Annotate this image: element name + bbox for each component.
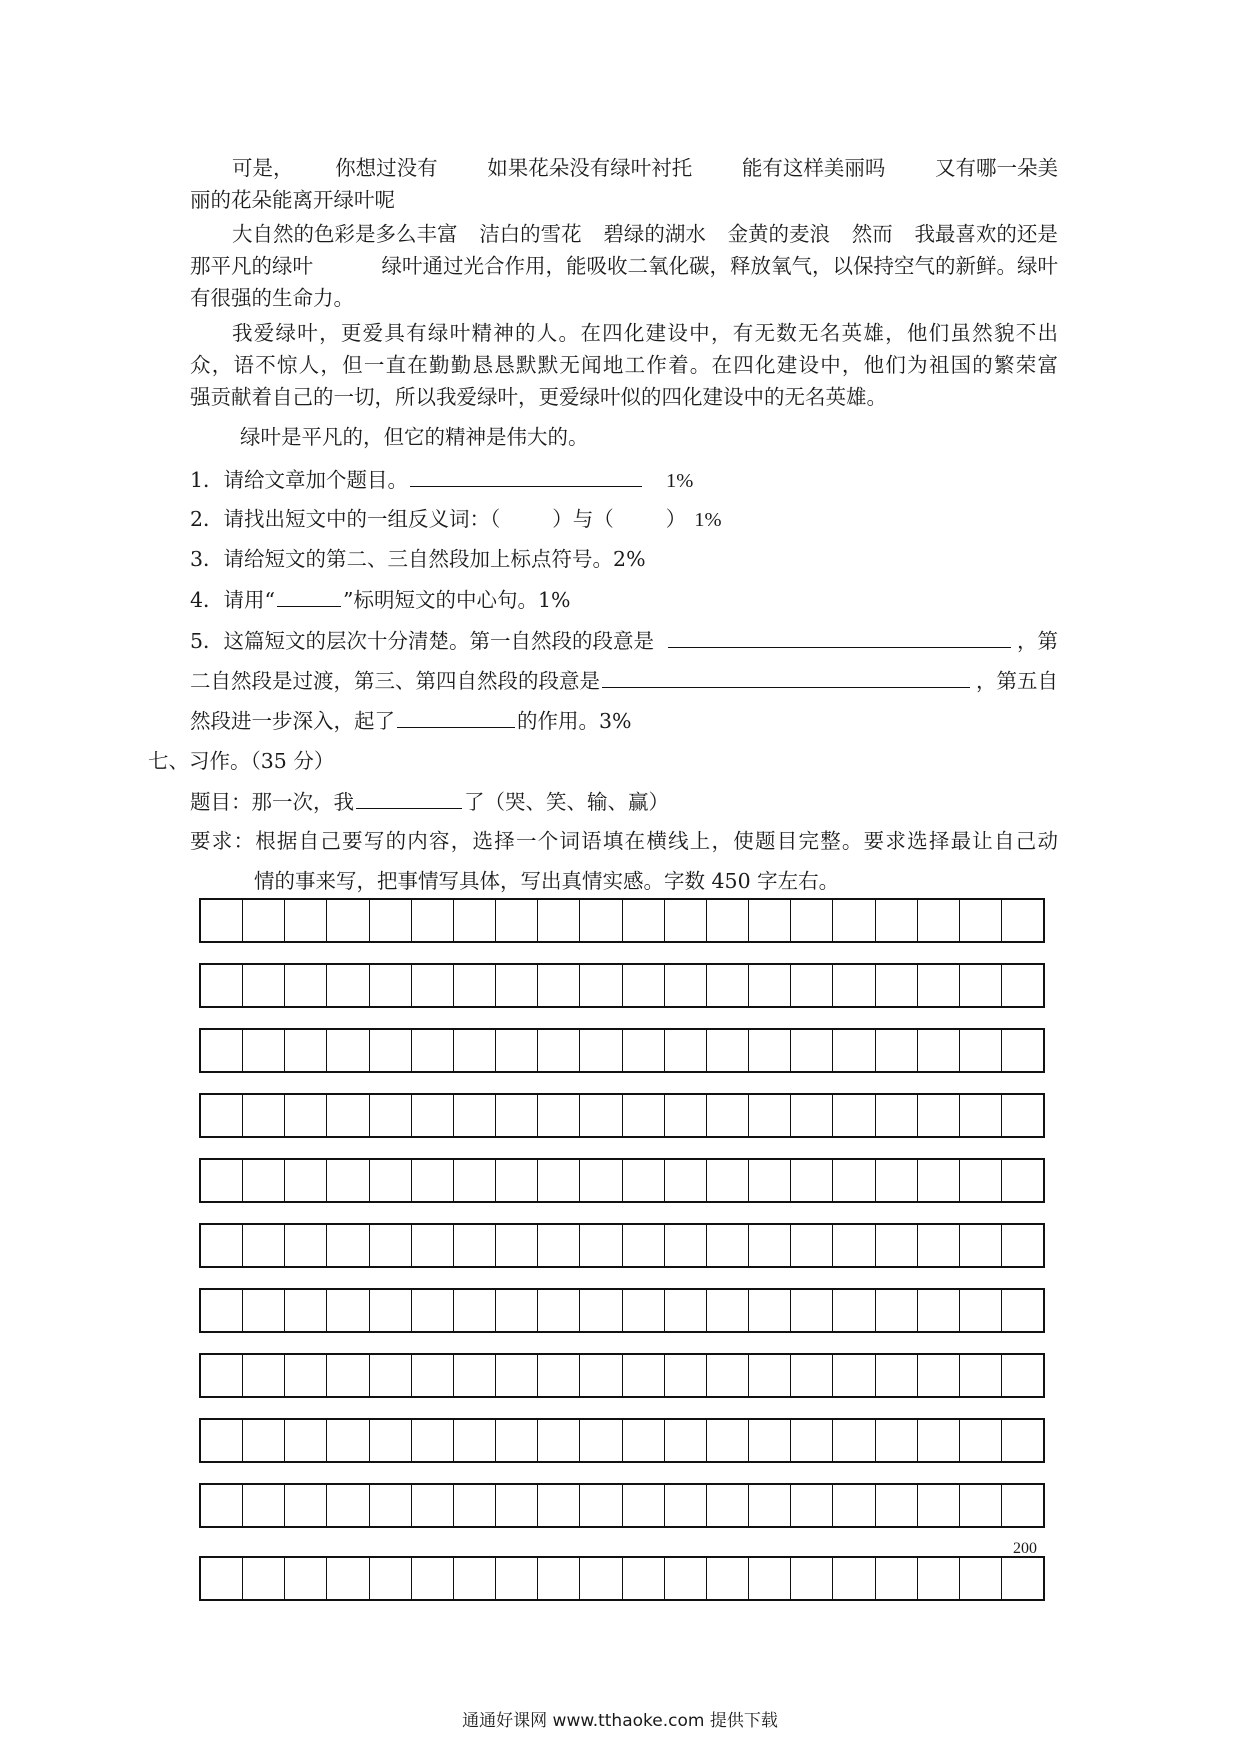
writing-grid-cell[interactable] bbox=[623, 1290, 665, 1331]
writing-grid-cell[interactable] bbox=[833, 1160, 875, 1201]
writing-grid-cell[interactable] bbox=[623, 1420, 665, 1461]
writing-grid-cell[interactable] bbox=[707, 1290, 749, 1331]
writing-grid-cell[interactable] bbox=[201, 1420, 243, 1461]
composition-title-a: 题目：那一次，我 bbox=[190, 790, 354, 814]
q5-answer-blank-2[interactable] bbox=[602, 667, 970, 688]
writing-grid-cell[interactable] bbox=[370, 965, 412, 1006]
writing-grid-cell[interactable] bbox=[665, 1485, 707, 1526]
writing-grid-cell[interactable] bbox=[665, 1160, 707, 1201]
p1-part-1: 可是， bbox=[232, 156, 294, 180]
writing-grid-cell[interactable] bbox=[412, 1420, 454, 1461]
writing-grid-cell[interactable] bbox=[665, 1355, 707, 1396]
writing-grid-cell[interactable] bbox=[412, 1095, 454, 1136]
writing-grid-cell[interactable] bbox=[707, 1485, 749, 1526]
writing-grid-cell[interactable] bbox=[876, 1225, 918, 1266]
writing-grid-cell[interactable] bbox=[707, 965, 749, 1006]
question-5-line3 bbox=[190, 707, 632, 734]
passage-p1-line2: 丽的花朵能离开绿叶呢 bbox=[190, 188, 395, 212]
writing-grid-cell[interactable] bbox=[749, 1225, 791, 1266]
p2-part-1: 大自然的色彩是多么丰富 bbox=[232, 222, 458, 246]
writing-grid-cell[interactable] bbox=[876, 1558, 918, 1599]
writing-grid-cell[interactable] bbox=[1002, 1030, 1043, 1071]
writing-grid-cell[interactable] bbox=[749, 1290, 791, 1331]
writing-grid-cell[interactable] bbox=[1002, 1355, 1043, 1396]
writing-grid-cell[interactable] bbox=[707, 1225, 749, 1266]
writing-grid-cell[interactable] bbox=[876, 900, 918, 941]
q4-underline-sample bbox=[277, 586, 341, 607]
composition-title-b: 了（哭、笑、输、赢） bbox=[464, 790, 669, 814]
q2-end: ） bbox=[665, 507, 687, 531]
writing-grid-cell[interactable] bbox=[454, 900, 496, 941]
writing-grid-cell[interactable] bbox=[960, 1095, 1002, 1136]
writing-grid-cell[interactable] bbox=[918, 1420, 960, 1461]
writing-grid-cell[interactable] bbox=[370, 1558, 412, 1599]
p1-part-2: 你想过没有 bbox=[335, 156, 438, 180]
writing-grid-cell[interactable] bbox=[918, 1030, 960, 1071]
writing-grid-cell[interactable] bbox=[707, 900, 749, 941]
writing-grid-cell[interactable] bbox=[201, 1225, 243, 1266]
writing-grid-cell[interactable] bbox=[412, 1355, 454, 1396]
writing-grid-cell[interactable] bbox=[791, 1030, 833, 1071]
writing-grid-cell[interactable] bbox=[960, 1160, 1002, 1201]
writing-grid-row bbox=[199, 1093, 1045, 1138]
writing-grid-cell[interactable] bbox=[833, 965, 875, 1006]
writing-grid-cell[interactable] bbox=[749, 1355, 791, 1396]
q5-answer-blank-1[interactable] bbox=[668, 627, 1011, 648]
writing-grid-cell[interactable] bbox=[665, 1558, 707, 1599]
writing-grid-cell[interactable] bbox=[960, 1355, 1002, 1396]
writing-grid-cell[interactable] bbox=[243, 1030, 285, 1071]
writing-grid-cell[interactable] bbox=[201, 965, 243, 1006]
writing-grid-cell[interactable] bbox=[454, 1225, 496, 1266]
writing-grid-cell[interactable] bbox=[918, 900, 960, 941]
passage-p3-line1: 我爱绿叶，更爱具有绿叶精神的人。在四化建设中，有无数无名英雄，他们虽然貌不出 bbox=[232, 321, 1058, 345]
writing-grid-cell[interactable] bbox=[538, 1160, 580, 1201]
writing-grid-cell[interactable] bbox=[580, 1420, 622, 1461]
writing-grid-cell[interactable] bbox=[665, 1290, 707, 1331]
writing-grid-cell[interactable] bbox=[327, 1095, 369, 1136]
writing-grid-cell[interactable] bbox=[285, 1290, 327, 1331]
writing-grid-cell[interactable] bbox=[665, 1420, 707, 1461]
writing-grid-cell[interactable] bbox=[707, 1420, 749, 1461]
writing-grid-cell[interactable] bbox=[833, 900, 875, 941]
writing-grid-cell[interactable] bbox=[496, 1030, 538, 1071]
composition-requirement-line2: 情的事来写，把事情写具体，写出真情实感。字数 450 字左右。 bbox=[254, 869, 840, 893]
writing-grid-cell[interactable] bbox=[243, 1558, 285, 1599]
writing-grid-cell[interactable] bbox=[833, 1420, 875, 1461]
writing-grid-cell[interactable] bbox=[876, 1485, 918, 1526]
writing-grid-cell[interactable] bbox=[960, 1290, 1002, 1331]
writing-grid-cell[interactable] bbox=[707, 1095, 749, 1136]
writing-grid-cell[interactable] bbox=[833, 1095, 875, 1136]
writing-grid-cell[interactable] bbox=[370, 1095, 412, 1136]
writing-grid-cell[interactable] bbox=[370, 1420, 412, 1461]
writing-grid-cell[interactable] bbox=[538, 1420, 580, 1461]
writing-grid-cell[interactable] bbox=[538, 1355, 580, 1396]
q1-text: 1．请给文章加个题目。 bbox=[190, 468, 409, 492]
writing-grid-cell[interactable] bbox=[412, 1160, 454, 1201]
writing-grid-cell[interactable] bbox=[285, 1095, 327, 1136]
writing-grid-cell[interactable] bbox=[833, 1355, 875, 1396]
writing-grid-cell[interactable] bbox=[791, 1420, 833, 1461]
writing-grid-row bbox=[199, 1158, 1045, 1203]
writing-grid-row bbox=[199, 963, 1045, 1008]
writing-grid-cell[interactable] bbox=[454, 1355, 496, 1396]
writing-grid-cell[interactable] bbox=[243, 1485, 285, 1526]
q2-mid: ）与（ bbox=[552, 507, 614, 531]
writing-grid-cell[interactable] bbox=[201, 1485, 243, 1526]
writing-grid-cell[interactable] bbox=[960, 1225, 1002, 1266]
writing-grid-cell[interactable] bbox=[580, 1160, 622, 1201]
writing-grid-cell[interactable] bbox=[285, 900, 327, 941]
writing-grid-cell[interactable] bbox=[960, 965, 1002, 1006]
writing-grid-cell[interactable] bbox=[876, 1290, 918, 1331]
writing-grid-cell[interactable] bbox=[876, 1160, 918, 1201]
q4-text-a: 4．请用“ bbox=[190, 588, 276, 612]
writing-grid-cell[interactable] bbox=[876, 1030, 918, 1071]
writing-grid-cell[interactable] bbox=[1002, 1095, 1043, 1136]
writing-grid-cell[interactable] bbox=[538, 1225, 580, 1266]
writing-grid-cell[interactable] bbox=[707, 1355, 749, 1396]
writing-grid-cell[interactable] bbox=[243, 965, 285, 1006]
writing-grid-cell[interactable] bbox=[201, 1355, 243, 1396]
writing-grid-cell[interactable] bbox=[538, 900, 580, 941]
writing-grid-cell[interactable] bbox=[1002, 1160, 1043, 1201]
writing-grid-cell[interactable] bbox=[791, 1290, 833, 1331]
writing-grid-cell[interactable] bbox=[327, 1420, 369, 1461]
writing-grid-cell[interactable] bbox=[623, 1095, 665, 1136]
writing-grid-cell[interactable] bbox=[285, 1225, 327, 1266]
writing-grid-cell[interactable] bbox=[285, 1355, 327, 1396]
writing-grid-cell[interactable] bbox=[454, 1160, 496, 1201]
writing-grid-cell[interactable] bbox=[327, 1225, 369, 1266]
writing-grid-cell[interactable] bbox=[707, 1558, 749, 1599]
writing-grid-cell[interactable] bbox=[833, 1485, 875, 1526]
writing-grid-cell[interactable] bbox=[665, 1095, 707, 1136]
writing-grid-cell[interactable] bbox=[538, 1485, 580, 1526]
question-3: 3．请给短文的第二、三自然段加上标点符号。2% bbox=[190, 547, 646, 571]
writing-grid-row bbox=[199, 1418, 1045, 1463]
writing-grid-cell[interactable] bbox=[791, 1160, 833, 1201]
p2-part-6: 我最喜欢的还是 bbox=[914, 222, 1058, 246]
writing-grid-cell[interactable] bbox=[496, 1160, 538, 1201]
writing-grid-row bbox=[199, 1353, 1045, 1398]
writing-grid-cell[interactable] bbox=[580, 1030, 622, 1071]
q5-answer-blank-3[interactable] bbox=[397, 707, 515, 728]
writing-grid-cell[interactable] bbox=[370, 1485, 412, 1526]
writing-grid-cell[interactable] bbox=[749, 1095, 791, 1136]
writing-grid-cell[interactable] bbox=[1002, 1558, 1043, 1599]
writing-grid-cell[interactable] bbox=[960, 1030, 1002, 1071]
writing-grid-cell[interactable] bbox=[876, 965, 918, 1006]
passage-p2-line3: 有很强的生命力。 bbox=[190, 286, 354, 310]
writing-grid-cell[interactable] bbox=[496, 1095, 538, 1136]
p2-part-2: 洁白的雪花 bbox=[479, 222, 582, 246]
writing-grid-cell[interactable] bbox=[707, 1160, 749, 1201]
p1-part-3: 如果花朵没有绿叶衬托 bbox=[487, 156, 693, 180]
writing-grid-cell[interactable] bbox=[454, 1485, 496, 1526]
writing-grid-cell[interactable] bbox=[243, 1290, 285, 1331]
passage-p4-line1: 绿叶是平凡的，但它的精神是伟大的。 bbox=[240, 425, 589, 449]
writing-grid-cell[interactable] bbox=[623, 1355, 665, 1396]
writing-grid-cell[interactable] bbox=[327, 1558, 369, 1599]
question-5-line1 bbox=[190, 627, 1058, 654]
writing-grid-cell[interactable] bbox=[454, 965, 496, 1006]
writing-grid-cell[interactable] bbox=[580, 1558, 622, 1599]
writing-grid-cell[interactable] bbox=[412, 1558, 454, 1599]
writing-grid-cell[interactable] bbox=[918, 1225, 960, 1266]
writing-grid-cell[interactable] bbox=[496, 1290, 538, 1331]
writing-grid-cell[interactable] bbox=[960, 1558, 1002, 1599]
writing-grid-cell[interactable] bbox=[749, 1485, 791, 1526]
p2-part-3: 碧绿的湖水 bbox=[603, 222, 706, 246]
writing-grid-cell[interactable] bbox=[496, 1355, 538, 1396]
writing-grid-cell[interactable] bbox=[580, 1095, 622, 1136]
p2-line2-part-2: 绿叶通过光合作用，能吸收二氧化碳，释放氧气，以保持空气的新鲜。绿叶 bbox=[381, 254, 1058, 278]
writing-grid-cell[interactable] bbox=[370, 1290, 412, 1331]
writing-grid-cell[interactable] bbox=[960, 1485, 1002, 1526]
writing-grid-cell[interactable] bbox=[285, 1030, 327, 1071]
writing-grid-cell[interactable] bbox=[580, 1290, 622, 1331]
writing-grid-cell[interactable] bbox=[454, 1030, 496, 1071]
p2-part-5: 然而 bbox=[851, 222, 893, 246]
writing-grid-cell[interactable] bbox=[412, 1030, 454, 1071]
composition-title bbox=[190, 788, 669, 815]
writing-grid-cell[interactable] bbox=[580, 1355, 622, 1396]
writing-grid-cell[interactable] bbox=[201, 1160, 243, 1201]
writing-grid-cell[interactable] bbox=[1002, 1485, 1043, 1526]
passage-p2-line1 bbox=[232, 221, 1058, 247]
writing-grid-cell[interactable] bbox=[243, 900, 285, 941]
writing-grid-cell[interactable] bbox=[201, 1030, 243, 1071]
writing-grid-cell[interactable] bbox=[1002, 965, 1043, 1006]
writing-grid-cell[interactable] bbox=[243, 1160, 285, 1201]
writing-grid-cell[interactable] bbox=[538, 1558, 580, 1599]
writing-grid-cell[interactable] bbox=[285, 1160, 327, 1201]
writing-grid-cell[interactable] bbox=[370, 900, 412, 941]
writing-grid-cell[interactable] bbox=[285, 1485, 327, 1526]
question-2 bbox=[190, 506, 722, 533]
p2-line2-part-1: 那平凡的绿叶 bbox=[190, 254, 313, 278]
writing-grid-cell[interactable] bbox=[201, 1558, 243, 1599]
writing-grid-cell[interactable] bbox=[791, 1485, 833, 1526]
writing-grid-cell[interactable] bbox=[876, 1095, 918, 1136]
composition-requirement-line1: 要求：根据自己要写的内容，选择一个词语填在横线上，使题目完整。要求选择最让自己动 bbox=[190, 829, 1058, 853]
writing-grid-cell[interactable] bbox=[496, 900, 538, 941]
q5-line1-b: ，第 bbox=[1017, 629, 1058, 653]
writing-grid-cell[interactable] bbox=[454, 1095, 496, 1136]
writing-grid-cell[interactable] bbox=[412, 900, 454, 941]
writing-grid-cell[interactable] bbox=[454, 1420, 496, 1461]
q5-line3-a: 然段进一步深入，起了 bbox=[190, 709, 395, 733]
writing-grid-cell[interactable] bbox=[1002, 1420, 1043, 1461]
writing-grid-cell[interactable] bbox=[918, 965, 960, 1006]
writing-grid-cell[interactable] bbox=[918, 1290, 960, 1331]
writing-grid-cell[interactable] bbox=[327, 1355, 369, 1396]
writing-grid-cell[interactable] bbox=[623, 1160, 665, 1201]
writing-grid-cell[interactable] bbox=[243, 1225, 285, 1266]
writing-grid-cell[interactable] bbox=[791, 1355, 833, 1396]
writing-grid-cell[interactable] bbox=[665, 1030, 707, 1071]
writing-grid-cell[interactable] bbox=[327, 1290, 369, 1331]
writing-grid-cell[interactable] bbox=[665, 900, 707, 941]
writing-grid-cell[interactable] bbox=[623, 1030, 665, 1071]
writing-grid-cell[interactable] bbox=[370, 1030, 412, 1071]
writing-grid-cell[interactable] bbox=[876, 1355, 918, 1396]
writing-grid-cell[interactable] bbox=[243, 1420, 285, 1461]
q4-text-b: ”标明短文的中心句。1% bbox=[343, 588, 571, 612]
passage-p2-line2 bbox=[190, 253, 1058, 279]
writing-grid-cell[interactable] bbox=[496, 1420, 538, 1461]
q5-line2-b: ，第五自 bbox=[976, 669, 1058, 693]
writing-grid-cell[interactable] bbox=[707, 1030, 749, 1071]
writing-grid-cell[interactable] bbox=[833, 1030, 875, 1071]
writing-grid-cell[interactable] bbox=[496, 1485, 538, 1526]
writing-grid-cell[interactable] bbox=[749, 1420, 791, 1461]
writing-grid-cell[interactable] bbox=[749, 1558, 791, 1599]
q1-answer-blank[interactable] bbox=[410, 466, 642, 487]
writing-grid-cell[interactable] bbox=[833, 1558, 875, 1599]
writing-grid-cell[interactable] bbox=[327, 1160, 369, 1201]
writing-grid-cell[interactable] bbox=[243, 1095, 285, 1136]
p2-part-4: 金黄的麦浪 bbox=[727, 222, 831, 246]
writing-grid-cell[interactable] bbox=[327, 900, 369, 941]
q2-text: 2．请找出短文中的一组反义词：（ bbox=[190, 507, 501, 531]
q5-line3-b: 的作用。3% bbox=[517, 709, 632, 733]
writing-grid-cell[interactable] bbox=[623, 1225, 665, 1266]
writing-grid-cell[interactable] bbox=[960, 900, 1002, 941]
writing-grid-cell[interactable] bbox=[749, 1030, 791, 1071]
composition-title-blank[interactable] bbox=[356, 788, 462, 809]
q5-line2-a: 二自然段是过渡，第三、第四自然段的段意是 bbox=[190, 669, 600, 693]
writing-grid-cell[interactable] bbox=[327, 1030, 369, 1071]
writing-grid-cell[interactable] bbox=[327, 1485, 369, 1526]
writing-grid-cell[interactable] bbox=[285, 1558, 327, 1599]
writing-grid-cell[interactable] bbox=[454, 1558, 496, 1599]
writing-grid-cell[interactable] bbox=[791, 1095, 833, 1136]
q2-score: 1% bbox=[694, 509, 722, 531]
word-count-mark-200: 200 bbox=[1013, 1540, 1037, 1557]
writing-grid-cell[interactable] bbox=[496, 1558, 538, 1599]
passage-p3-line2: 众，语不惊人，但一直在勤勤恳恳默默无闻地工作着。在四化建设中，他们为祖国的繁荣富 bbox=[190, 353, 1058, 377]
writing-grid-row bbox=[199, 1223, 1045, 1268]
writing-grid-cell[interactable] bbox=[623, 965, 665, 1006]
writing-grid-cell[interactable] bbox=[412, 1225, 454, 1266]
footer-credit: 通通好课网 www.tthaoke.com 提供下载 bbox=[462, 1711, 778, 1731]
writing-grid-cell[interactable] bbox=[538, 1030, 580, 1071]
writing-grid-cell[interactable] bbox=[791, 900, 833, 941]
writing-grid-cell[interactable] bbox=[412, 1485, 454, 1526]
writing-grid-cell[interactable] bbox=[285, 965, 327, 1006]
q1-score: 1% bbox=[666, 470, 694, 492]
passage-p3-line3: 强贡献着自己的一切，所以我爱绿叶，更爱绿叶似的四化建设中的无名英雄。 bbox=[190, 385, 887, 409]
writing-grid-cell[interactable] bbox=[412, 1290, 454, 1331]
composition-heading: 七、习作。（35 分） bbox=[148, 749, 335, 773]
writing-grid-cell[interactable] bbox=[1002, 900, 1043, 941]
writing-grid-cell[interactable] bbox=[833, 1225, 875, 1266]
p1-part-4: 能有这样美丽吗 bbox=[741, 156, 886, 180]
writing-grid-cell[interactable] bbox=[791, 1225, 833, 1266]
writing-grid-cell[interactable] bbox=[918, 1095, 960, 1136]
writing-grid-row bbox=[199, 898, 1045, 943]
writing-grid-cell[interactable] bbox=[580, 1225, 622, 1266]
question-1 bbox=[190, 466, 693, 494]
writing-grid-row bbox=[199, 1483, 1045, 1528]
writing-grid-cell[interactable] bbox=[580, 965, 622, 1006]
writing-grid-cell[interactable] bbox=[496, 965, 538, 1006]
passage-p1-line1 bbox=[232, 155, 1058, 181]
writing-grid-row bbox=[199, 1028, 1045, 1073]
writing-grid-cell[interactable] bbox=[496, 1225, 538, 1266]
writing-grid-cell[interactable] bbox=[580, 1485, 622, 1526]
writing-grid-cell[interactable] bbox=[918, 1355, 960, 1396]
writing-grid-cell[interactable] bbox=[833, 1290, 875, 1331]
writing-grid-row bbox=[199, 1288, 1045, 1333]
question-4 bbox=[190, 586, 571, 613]
writing-grid-cell[interactable] bbox=[623, 1558, 665, 1599]
writing-grid-cell[interactable] bbox=[1002, 1225, 1043, 1266]
writing-grid-cell[interactable] bbox=[538, 965, 580, 1006]
writing-grid-cell[interactable] bbox=[370, 1160, 412, 1201]
writing-grid-cell[interactable] bbox=[749, 900, 791, 941]
writing-grid-cell[interactable] bbox=[412, 965, 454, 1006]
writing-grid-cell[interactable] bbox=[665, 1225, 707, 1266]
writing-grid-cell[interactable] bbox=[201, 1290, 243, 1331]
writing-grid-cell[interactable] bbox=[201, 900, 243, 941]
writing-grid-cell[interactable] bbox=[538, 1095, 580, 1136]
writing-grid-cell[interactable] bbox=[370, 1355, 412, 1396]
question-5-line2 bbox=[190, 667, 1058, 694]
writing-grid-cell[interactable] bbox=[749, 965, 791, 1006]
writing-grid-cell[interactable] bbox=[791, 1558, 833, 1599]
writing-grid-row bbox=[199, 1556, 1045, 1601]
writing-grid-cell[interactable] bbox=[1002, 1290, 1043, 1331]
writing-grid-cell[interactable] bbox=[623, 1485, 665, 1526]
writing-grid-cell[interactable] bbox=[243, 1355, 285, 1396]
writing-grid-cell[interactable] bbox=[623, 900, 665, 941]
writing-grid-cell[interactable] bbox=[538, 1290, 580, 1331]
writing-grid-cell[interactable] bbox=[285, 1420, 327, 1461]
writing-grid-cell[interactable] bbox=[454, 1290, 496, 1331]
writing-grid-cell[interactable] bbox=[665, 965, 707, 1006]
writing-grid-cell[interactable] bbox=[918, 1558, 960, 1599]
writing-grid-cell[interactable] bbox=[918, 1485, 960, 1526]
writing-grid-cell[interactable] bbox=[580, 900, 622, 941]
writing-grid-cell[interactable] bbox=[918, 1160, 960, 1201]
writing-grid-cell[interactable] bbox=[876, 1420, 918, 1461]
p1-part-5: 又有哪一朵美 bbox=[935, 156, 1058, 180]
writing-grid-cell[interactable] bbox=[327, 965, 369, 1006]
writing-grid-cell[interactable] bbox=[791, 965, 833, 1006]
q5-line1-a: 5．这篇短文的层次十分清楚。第一自然段的段意是 bbox=[190, 629, 655, 653]
writing-grid-cell[interactable] bbox=[201, 1095, 243, 1136]
writing-grid-cell[interactable] bbox=[960, 1420, 1002, 1461]
writing-grid-cell[interactable] bbox=[370, 1225, 412, 1266]
writing-grid-cell[interactable] bbox=[749, 1160, 791, 1201]
